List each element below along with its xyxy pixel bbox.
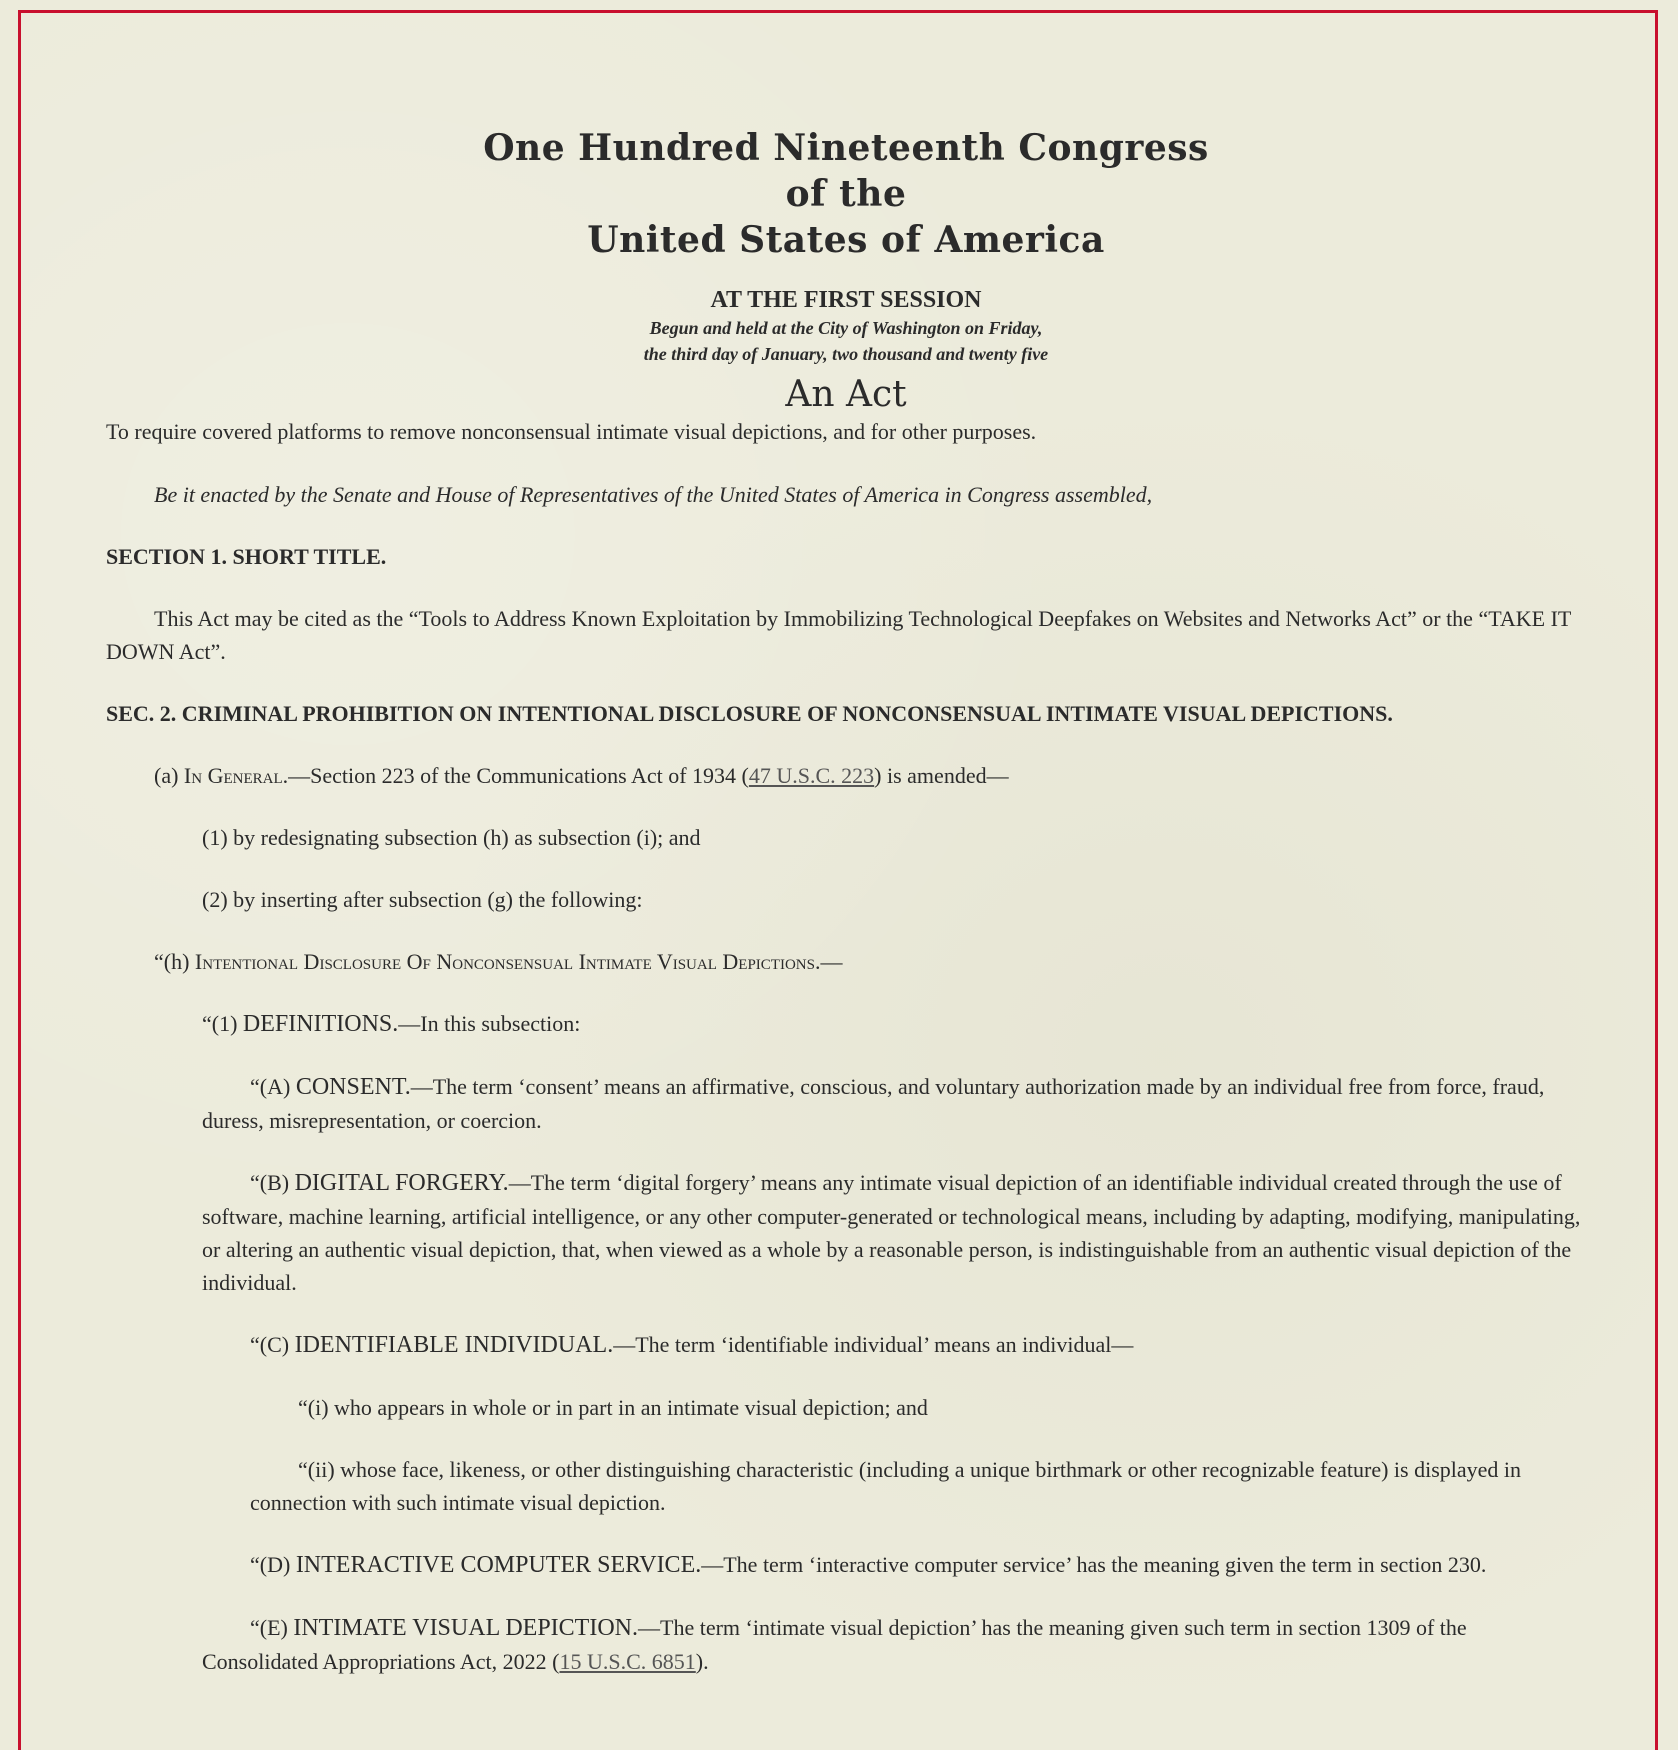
ics-prefix: “(D) (250, 1552, 296, 1577)
section-1-text: This Act may be cited as the “Tools to Address Known Exploitation by Immobilizing Technological Deepfakes on Websites and Networks Act” or the “TAKE IT DOWN Act”. (106, 606, 1571, 664)
identifiable-individual-text: —The term ‘identifiable individual’ means an individual— (613, 1332, 1134, 1357)
consent-text: —The term ‘consent’ means an affirmative, conscious, and voluntary authorization made by an individual free from force, fraud, duress, misrepresentation, or coercion. (202, 1074, 1545, 1133)
definitions-prefix: “(1) (202, 1011, 243, 1036)
definitions-text: —In this subsection: (398, 1011, 581, 1036)
identifiable-individual-prefix: “(C) (250, 1332, 295, 1357)
digital-forgery-title: DIGITAL FORGERY. (294, 1170, 509, 1196)
act-title: An Act (785, 374, 907, 415)
consent-prefix: “(A) (250, 1074, 296, 1099)
subsection-a (106, 759, 1586, 792)
ics-title: INTERACTIVE COMPUTER SERVICE. (295, 1552, 702, 1578)
ivd-prefix: “(E) (250, 1615, 294, 1640)
ics-text: —The term ‘interactive computer service’ has the meaning given the term in section 230. (701, 1552, 1487, 1577)
usc-223-link[interactable]: 47 U.S.C. 223 (748, 763, 875, 788)
subsection-h (106, 945, 1586, 978)
subsection-h-prefix: “(h) (154, 949, 195, 974)
begun-line-2: the third day of January, two thousand and twenty five (643, 344, 1049, 364)
subsection-h-dash: — (820, 949, 843, 974)
congress-title: One Hundred Nineteenth Congress (483, 127, 1209, 169)
subsection-a-text-before: —Section 223 of the Communications Act of 1934 ( (288, 763, 749, 788)
ivd-text-after: ). (695, 1649, 709, 1674)
consent-title: CONSENT. (295, 1074, 411, 1100)
subsection-a-text-after: ) is amended— (874, 763, 1009, 788)
subsection-h-title: Intentional Disclosure Of Nonconsensual Intimate Visual Depictions. (194, 949, 821, 974)
identifiable-individual-title: IDENTIFIABLE INDIVIDUAL. (294, 1332, 614, 1358)
purpose-statement: To require covered platforms to remove nonconsensual intimate visual depictions, and for other purposes. (106, 419, 1037, 444)
begun-line-1: Begun and held at the City of Washington on Friday, (649, 318, 1043, 338)
digital-forgery-prefix: “(B) (250, 1170, 295, 1195)
definition-intimate-visual-depiction (106, 1611, 1586, 1678)
digital-forgery-text: —The term ‘digital forgery’ means any intimate visual depiction of an identifiable individual created through the use of software, machine learning, artificial intelligence, or any other computer-generated or technological means, including by adapting, modifying, manipulating, or altering an authentic visual depiction, that, when viewed as a whole by a reasonable person, is indistinguishable from an authentic visual depiction of the individual. (202, 1170, 1581, 1295)
definition-identifiable-individual (106, 1328, 1586, 1362)
document-content (106, 13, 1586, 1678)
document-page (18, 10, 1658, 1750)
congress-of-the: of the (785, 173, 907, 215)
paragraph-1: (1) by redesignating subsection (h) as subsection (i); and (202, 825, 701, 850)
section-2-heading: SEC. 2. CRIMINAL PROHIBITION ON INTENTIONAL DISCLOSURE OF NONCONSENSUAL INTIMATE VISUAL DEPICTIONS. (106, 701, 1393, 726)
definitions-paragraph (106, 1007, 1586, 1041)
subsection-a-title: In General. (183, 763, 289, 788)
ivd-title: INTIMATE VISUAL DEPICTION. (293, 1615, 638, 1641)
bill-heading (106, 125, 1586, 415)
enacting-clause: Be it enacted by the Senate and House of Representatives of the United States of America in Congress assembled, (154, 482, 1153, 507)
usc-6851-link[interactable]: 15 U.S.C. 6851 (559, 1649, 696, 1674)
ivd-text-before: —The term ‘intimate visual depiction’ has the meaning given such term in section 1309 of the Consolidated Appropriations Act, 2022 ( (202, 1615, 1467, 1674)
clause-ii: “(ii) whose face, likeness, or other distinguishing characteristic (including a unique birthmark or other recognizable feature) is displayed in connection with such intimate visual depiction. (250, 1457, 1522, 1515)
definitions-title: DEFINITIONS. (242, 1011, 399, 1037)
section-1-heading: SECTION 1. SHORT TITLE. (106, 544, 387, 569)
definition-digital-forgery (106, 1166, 1586, 1299)
clause-i: “(i) who appears in whole or in part in an intimate visual depiction; and (298, 1395, 928, 1420)
session-line: AT THE FIRST SESSION (710, 287, 982, 313)
subsection-a-prefix: (a) (154, 763, 184, 788)
paragraph-2: (2) by inserting after subsection (g) the following: (202, 887, 643, 912)
definition-consent (106, 1070, 1586, 1137)
definition-interactive-computer-service (106, 1548, 1586, 1582)
united-states-title: United States of America (587, 219, 1105, 261)
